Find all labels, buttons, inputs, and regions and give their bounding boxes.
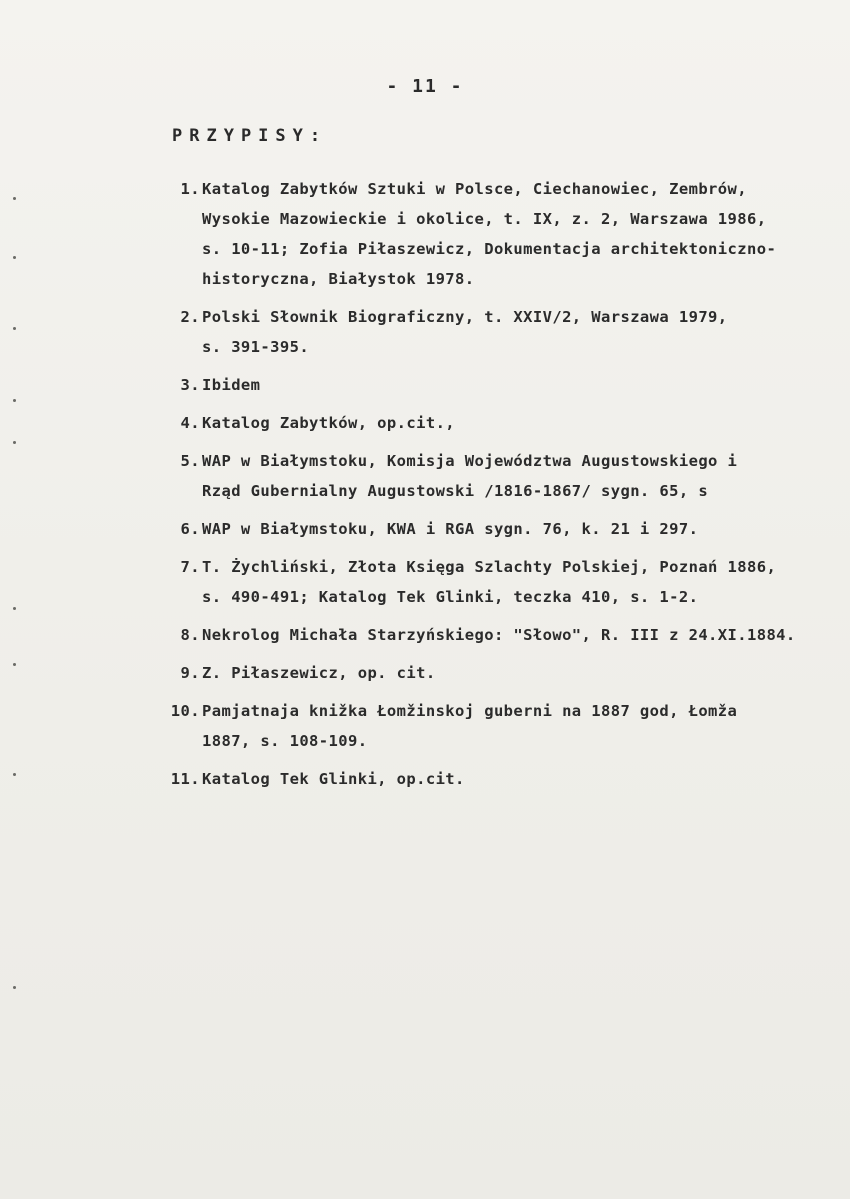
footnote-4 <box>160 408 840 438</box>
footnote-text <box>202 408 840 438</box>
footnote-number: 7. <box>180 558 200 576</box>
footnote-line: Katalog Tek Glinki, op.cit. <box>202 770 465 788</box>
footnote-line: s. 10-11; Zofia Piłaszewicz, Dokumentacja architektoniczno- <box>202 240 777 258</box>
footnote-text <box>202 620 840 650</box>
footnote-number: 10. <box>170 702 200 720</box>
footnote-9 <box>160 658 840 688</box>
footnote-line: WAP w Białymstoku, Komisja Województwa Augustowskiego i <box>202 452 738 470</box>
footnote-line: WAP w Białymstoku, KWA i RGA sygn. 76, k. 21 i 297. <box>202 520 699 538</box>
footnote-text <box>202 302 840 362</box>
footnote-line: Z. Piłaszewicz, op. cit. <box>202 664 436 682</box>
footnote-text <box>202 552 840 612</box>
footnote-10 <box>160 696 840 756</box>
footnote-number: 11. <box>170 770 200 788</box>
footnote-text <box>202 446 840 506</box>
footnote-number: 4. <box>180 414 200 432</box>
footnote-7 <box>160 552 840 612</box>
footnote-number: 8. <box>180 626 200 644</box>
footnote-line: Katalog Zabytków, op.cit., <box>202 414 456 432</box>
footnote-line: s. 391-395. <box>202 338 310 356</box>
footnote-line: Polski Słownik Biograficzny, t. XXIV/2, Warszawa 1979, <box>202 308 728 326</box>
footnotes-heading: PRZYPISY: <box>172 126 328 146</box>
footnote-number: 1. <box>180 180 200 198</box>
footnotes-list <box>160 174 840 802</box>
footnote-6 <box>160 514 840 544</box>
footnote-text <box>202 370 840 400</box>
footnote-line: 1887, s. 108-109. <box>202 732 368 750</box>
footnote-number: 6. <box>180 520 200 538</box>
footnote-1 <box>160 174 840 294</box>
footnote-line: Nekrolog Michała Starzyńskiego: "Słowo", R. III z 24.XI.1884. <box>202 626 796 644</box>
page-number: - 11 - <box>386 76 464 97</box>
footnote-line: historyczna, Białystok 1978. <box>202 270 475 288</box>
footnote-5 <box>160 446 840 506</box>
footnote-11 <box>160 764 840 794</box>
footnote-line: Pamjatnaja knižka Łomžinskoj guberni na 1887 god, Łomža <box>202 702 738 720</box>
footnote-text <box>202 696 840 756</box>
footnote-2 <box>160 302 840 362</box>
footnote-8 <box>160 620 840 650</box>
footnote-line: T. Żychliński, Złota Księga Szlachty Polskiej, Poznań 1886, <box>202 558 777 576</box>
footnote-line: Katalog Zabytków Sztuki w Polsce, Ciechanowiec, Zembrów, <box>202 180 747 198</box>
footnote-number: 5. <box>180 452 200 470</box>
footnote-number: 3. <box>180 376 200 394</box>
footnote-text <box>202 764 840 794</box>
footnote-line: Rząd Gubernialny Augustowski /1816-1867/ sygn. 65, s <box>202 482 709 500</box>
footnote-text <box>202 174 840 294</box>
footnote-number: 2. <box>180 308 200 326</box>
footnote-line: Ibidem <box>202 376 261 394</box>
footnote-number: 9. <box>180 664 200 682</box>
footnote-text <box>202 658 840 688</box>
footnote-line: s. 490-491; Katalog Tek Glinki, teczka 410, s. 1-2. <box>202 588 699 606</box>
footnote-text <box>202 514 840 544</box>
footnote-3 <box>160 370 840 400</box>
footnote-line: Wysokie Mazowieckie i okolice, t. IX, z. 2, Warszawa 1986, <box>202 210 767 228</box>
